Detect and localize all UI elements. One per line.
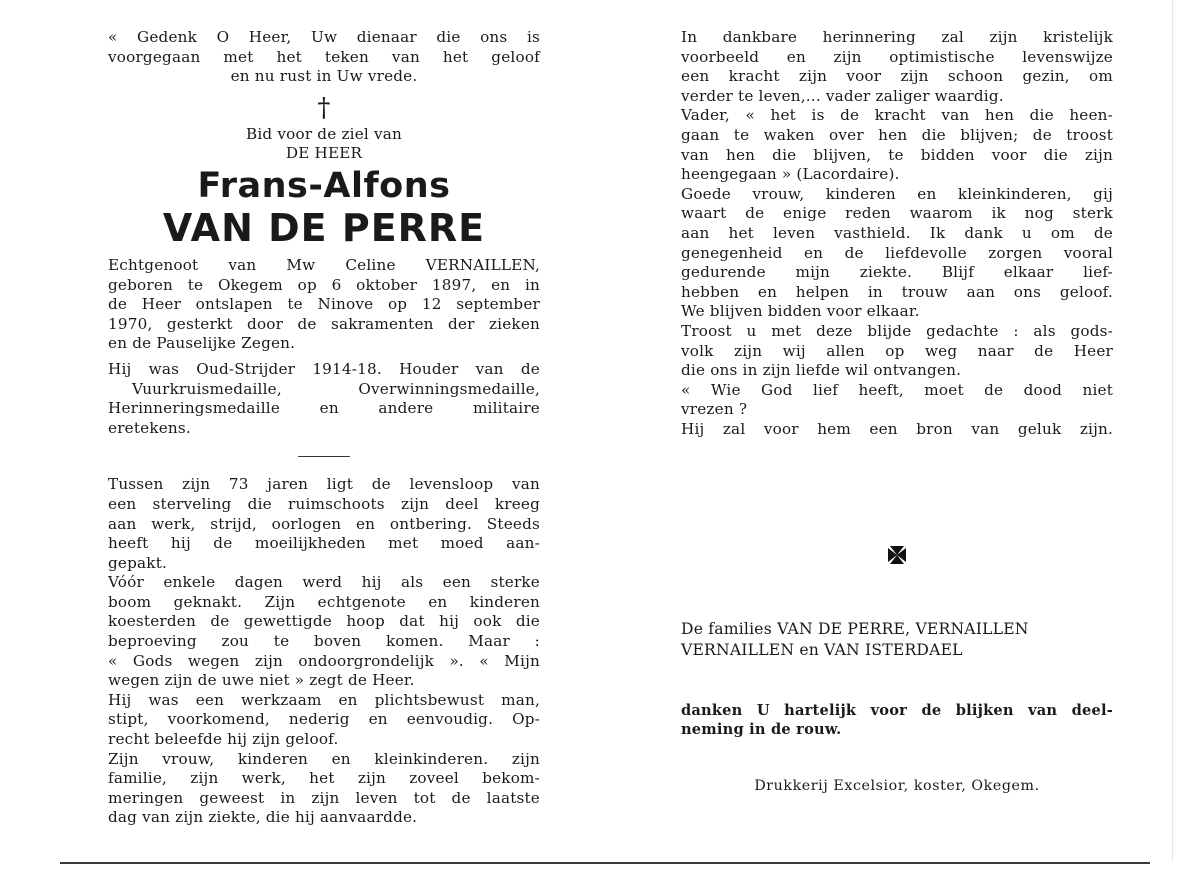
separator [298,456,350,457]
military-honours [108,360,540,438]
thanks-line: neming in de rouw. [681,721,842,739]
bottom-border [60,862,1150,864]
memory-line: hebben en helpen in trouw aan ons geloof. [681,282,1113,301]
life-story [108,475,540,828]
story-line: boom geknakt. Zijn echtgenote en kinderen [108,592,540,611]
story-line: een sterveling die ruimschoots zijn deel kreeg [108,494,540,513]
biography [108,256,540,354]
memory-line: volk zijn wij allen op weg naar de Heer [681,341,1113,360]
memory-line: In dankbare herinnering zal zijn kristelijk [681,28,1113,46]
memory-line: gedurende mijn ziekte. Blijf elkaar lief- [681,263,1113,282]
honorific: DE HEER [285,144,363,163]
bio-line: en de Pauselijke Zegen. [108,334,296,353]
first-name: Frans-Alfons [197,165,451,206]
story-line: heeft hij de moeilijkheden met moed aan- [108,534,540,553]
memory-line: genegenheid en de liefdevolle zorgen vooral [681,243,1113,262]
memory-line: waart de enige reden waarom ik nog sterk [681,204,1113,223]
right-panel [681,28,1113,797]
bio-line: geboren te Okegem op 6 oktober 1897, en in [108,275,540,294]
military-line: eretekens. [108,418,191,437]
story-line: wegen zijn de uwe niet » zegt de Heer. [108,671,415,690]
verse-line: en nu rust in Uw vrede. [230,67,418,86]
memory-line: Troost u met deze blijde gedachte : als gods- [681,321,1113,340]
cross-icon: † [317,92,331,123]
story-line: gepakt. [108,553,168,572]
bio-line: de Heer ontslapen te Ninove op 12 september [108,295,540,314]
story-line: familie, zijn werk, het zijn zoveel bekom- [108,769,540,788]
story-line: recht beleefde hij zijn geloof. [108,730,339,749]
story-line: Tussen zijn 73 jaren ligt de levensloop van [108,475,540,494]
military-line: Hij was Oud-Strijder 1914-18. Houder van de [108,359,540,378]
memory-line: Goede vrouw, kinderen en kleinkinderen, gij [681,184,1113,203]
maltese-cross-icon [885,543,909,567]
memory-line: een kracht zijn voor zijn schoon gezin, om [681,67,1113,86]
memory-line: Hij zal voor hem een bron van geluk zijn. [681,419,1113,438]
story-line: koesterden de gewettigde hoop dat hij ook die [108,612,540,631]
last-name: VAN DE PERRE [162,205,486,250]
memory-line: gaan te waken over hen die blijven; de troost [681,125,1113,144]
memory-line: verder te leven,... vader zaliger waardig. [681,86,1004,105]
prayer-line: Bid voor de ziel van [245,124,402,143]
story-line: dag van zijn ziekte, die hij aanvaardde. [108,808,418,827]
memory-line: Vader, « het is de kracht van hen die heen- [681,106,1113,125]
story-line: Vóór enkele dagen werd hij als een sterke [108,573,540,592]
printer-credit: Drukkerij Excelsior, koster, Okegem. [754,778,1040,795]
military-line: Vuurkruismedaille, Overwinningsmedaille, [132,379,540,398]
story-line: Hij was een werkzaam en plichtsbewust man, [108,690,540,709]
families [681,619,1113,661]
story-line: « Gods wegen zijn ondoorgrondelijk ». « Mijn [108,651,540,670]
families-line: De families VAN DE PERRE, VERNAILLEN [681,620,1029,639]
military-line: Herinneringsmedaille en andere militaire [108,399,540,418]
memory-line: heengegaan » (Lacordaire). [681,165,900,184]
thanks-line: danken U hartelijk voor de blijken van deel- [681,702,1113,720]
bio-line: 1970, gesterkt door de sakramenten der zieken [108,314,540,333]
story-line: Zijn vrouw, kinderen en kleinkinderen. zijn [108,749,540,768]
memory-line: van hen die blijven, te bidden voor die zijn [681,145,1113,164]
left-panel [108,28,540,828]
card-edge [1172,0,1173,862]
memory-line: « Wie God lief heeft, moet de dood niet [681,380,1113,399]
memory-line: We blijven bidden voor elkaar. [681,302,920,321]
thanks [681,701,1113,739]
remembrance-text [681,28,1113,439]
memory-line: voorbeeld en zijn optimistische levenswijze [681,47,1113,66]
verse [108,28,540,87]
story-line: stipt, voorkomend, nederig en eenvoudig. Op- [108,710,540,729]
memory-line: vrezen ? [681,400,748,419]
story-line: beproeving zou te boven komen. Maar : [108,632,540,651]
story-line: meringen geweest in zijn leven tot de laatste [108,788,540,807]
verse-line: voorgegaan met het teken van het geloof [108,47,540,66]
memory-line: die ons in zijn liefde wil ontvangen. [681,361,962,380]
families-line: VERNAILLEN en VAN ISTERDAEL [681,641,963,660]
story-line: aan werk, strijd, oorlogen en ontbering. Steeds [108,514,540,533]
memory-line: aan het leven vasthield. Ik dank u om de [681,223,1113,242]
bio-line: Echtgenoot van Mw Celine VERNAILLEN, [108,255,540,274]
verse-line: « Gedenk O Heer, Uw dienaar die ons is [108,28,540,46]
